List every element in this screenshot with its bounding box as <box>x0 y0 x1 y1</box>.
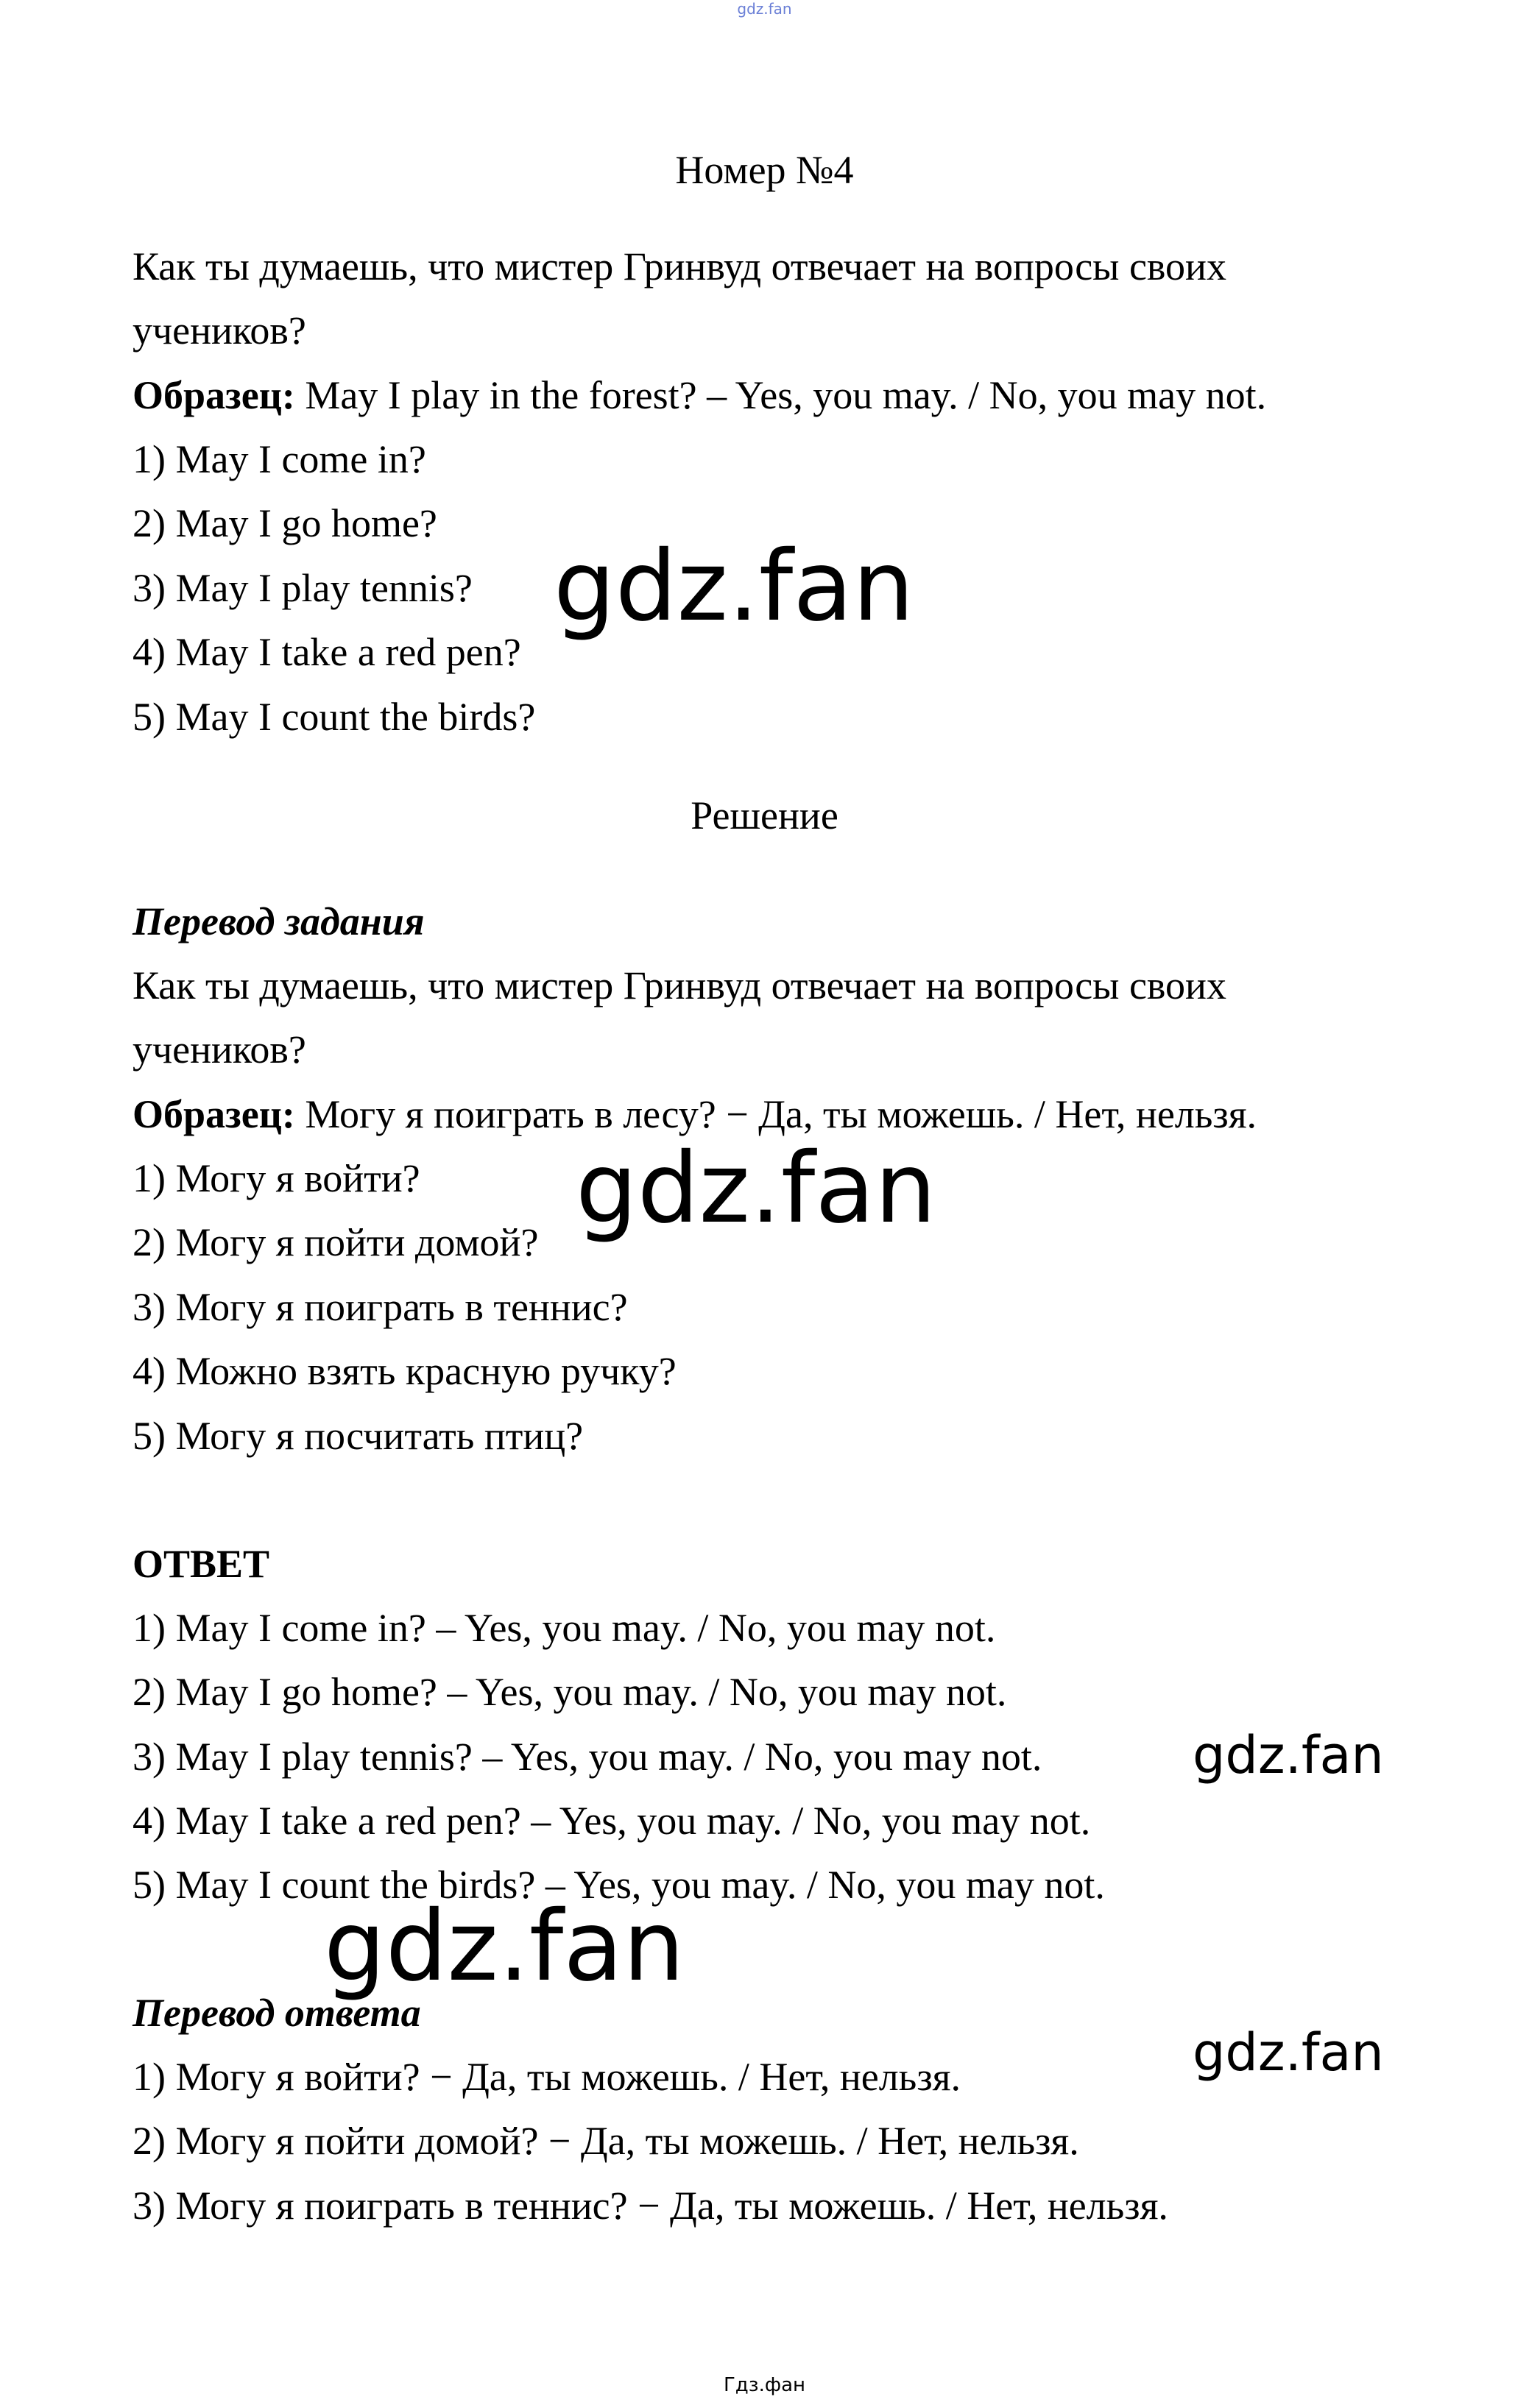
task-item: 5) May I count the birds? <box>133 695 536 739</box>
translation-example-text: Могу я поиграть в лесу? − Да, ты можешь. / Нет, нельзя. <box>294 1092 1257 1136</box>
translation-item: 3) Могу я поиграть в теннис? <box>133 1285 628 1329</box>
task-item: 1) May I come in? <box>133 437 426 481</box>
translation-heading: Перевод задания <box>133 899 425 943</box>
translation-item: 4) Можно взять красную ручку? <box>133 1349 677 1393</box>
page-title: Номер №4 <box>675 148 854 192</box>
translation-line-2: учеников? <box>133 1027 306 1072</box>
task-item: 3) May I play tennis? <box>133 566 473 610</box>
watermark: gdz.fan <box>1193 1725 1384 1785</box>
top-watermark: gdz.fan <box>737 0 792 18</box>
watermark: gdz.fan <box>324 1890 685 2003</box>
task-item: 2) May I go home? <box>133 501 437 545</box>
translation-item: 5) Могу я посчитать птиц? <box>133 1414 584 1458</box>
solution-heading: Решение <box>691 793 838 838</box>
task-item: 4) May I take a red pen? <box>133 630 521 674</box>
answer-item: 3) May I play tennis? – Yes, you may. / No, you may not. <box>133 1735 1042 1779</box>
answer-translation-item: 3) Могу я поиграть в теннис? − Да, ты можешь. / Нет, нельзя. <box>133 2184 1168 2228</box>
answer-item: 2) May I go home? – Yes, you may. / No, you may not. <box>133 1670 1007 1714</box>
task-example-label: Образец: <box>133 373 295 417</box>
translation-line-1: Как ты думаешь, что мистер Гринвуд отвечает на вопросы своих <box>133 963 1226 1008</box>
answer-item: 4) May I take a red pen? – Yes, you may. / No, you may not. <box>133 1799 1091 1843</box>
answer-item: 1) May I come in? – Yes, you may. / No, you may not. <box>133 1606 996 1650</box>
task-line-1: Как ты думаешь, что мистер Гринвуд отвечает на вопросы своих <box>133 244 1226 288</box>
answer-item: 5) May I count the birds? – Yes, you may. / No, you may not. <box>133 1863 1105 1907</box>
task-example-text: May I play in the forest? – Yes, you may. / No, you may not. <box>294 373 1267 417</box>
answer-translation-item: 1) Могу я войти? − Да, ты можешь. / Нет, нельзя. <box>133 2055 961 2099</box>
task-example <box>133 372 1266 419</box>
watermark: gdz.fan <box>554 530 914 643</box>
answer-translation-item: 2) Могу я пойти домой? − Да, ты можешь. / Нет, нельзя. <box>133 2119 1079 2163</box>
translation-item: 1) Могу я войти? <box>133 1156 420 1200</box>
watermark: gdz.fan <box>1193 2022 1384 2083</box>
footer-label: Гдз.фан <box>723 2374 806 2396</box>
translation-item: 2) Могу я пойти домой? <box>133 1220 539 1264</box>
watermark: gdz.fan <box>576 1132 936 1245</box>
answer-translation-heading: Перевод ответа <box>133 1991 421 2035</box>
answer-heading: ОТВЕТ <box>133 1542 270 1586</box>
translation-example-label: Образец: <box>133 1092 295 1136</box>
task-line-2: учеников? <box>133 308 306 353</box>
